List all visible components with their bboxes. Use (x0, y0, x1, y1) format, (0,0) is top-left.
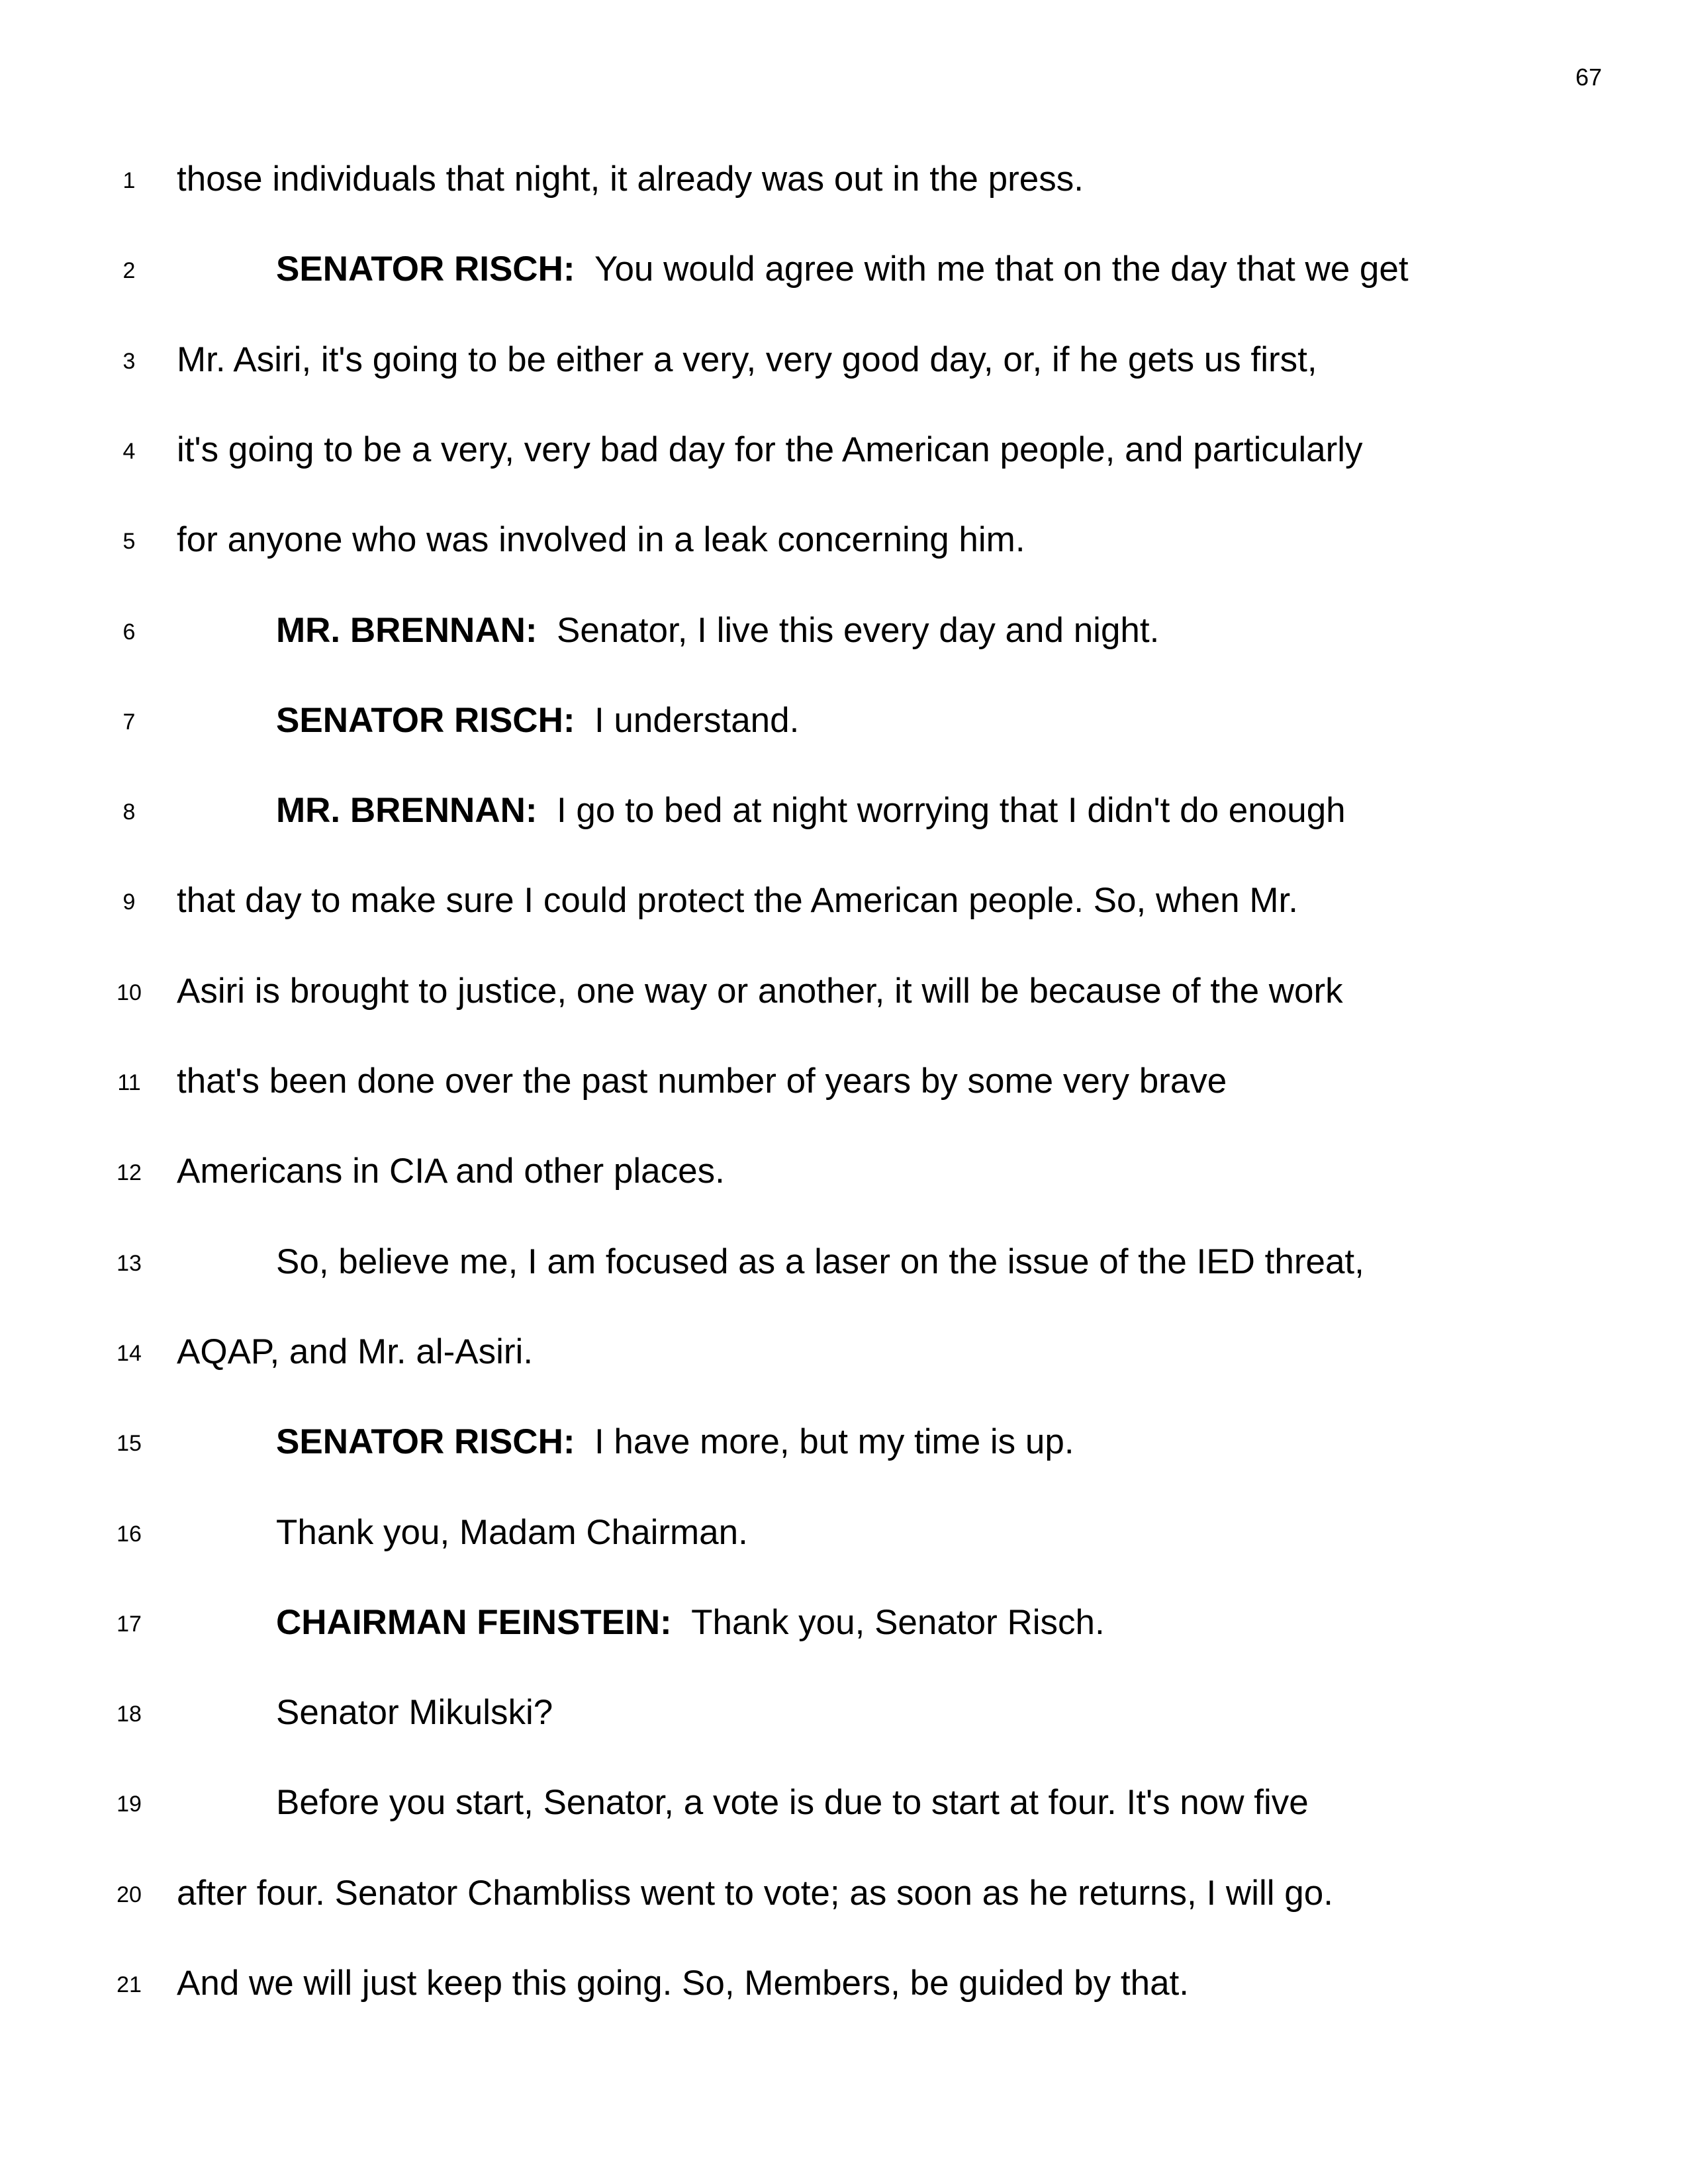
line-number: 20 (117, 1882, 142, 1907)
spoken-text: Americans in CIA and other places. (177, 1152, 725, 1191)
line-number: 8 (122, 799, 136, 825)
speaker-label: SENATOR RISCH: (276, 250, 575, 289)
line-text (177, 1332, 533, 1372)
spoken-text: that day to make sure I could protect the American people. So, when Mr. (177, 881, 1298, 921)
line-text (177, 1873, 1333, 1913)
line-text (276, 1692, 553, 1733)
line-text (177, 159, 1084, 199)
spoken-text: that's been done over the past number of years by some very brave (177, 1062, 1227, 1101)
spoken-text: Before you start, Senator, a vote is due to start at four. It's now five (276, 1783, 1309, 1823)
line-number: 7 (122, 709, 136, 735)
line-text (276, 1422, 1074, 1462)
line-number: 14 (117, 1340, 142, 1366)
line-number: 19 (117, 1792, 142, 1817)
line-text (177, 971, 1343, 1011)
speaker-label: MR. BRENNAN: (276, 791, 538, 831)
line-text (276, 1602, 1105, 1643)
line-number: 18 (117, 1702, 142, 1727)
line-text (177, 340, 1317, 380)
spoken-text: And we will just keep this going. So, Members, be guided by that. (177, 1964, 1190, 2003)
spoken-text: Mr. Asiri, it's going to be either a very, very good day, or, if he gets us first, (177, 340, 1317, 379)
line-text (177, 1061, 1227, 1101)
spoken-text: Thank you, Madam Chairman. (276, 1512, 748, 1552)
speaker-label: CHAIRMAN FEINSTEIN: (276, 1602, 672, 1642)
line-number: 10 (117, 979, 142, 1005)
speaker-label: SENATOR RISCH: (276, 1422, 575, 1462)
page-number: 67 (1575, 64, 1603, 91)
spoken-text: after four. Senator Chambliss went to vote; as soon as he returns, I will go. (177, 1873, 1333, 1913)
spoken-text: Senator Mikulski? (276, 1693, 553, 1733)
spoken-text: I go to bed at night worrying that I didn't do enough (556, 791, 1346, 831)
line-number: 16 (117, 1521, 142, 1547)
line-text (276, 610, 1159, 651)
spoken-text: I understand. (594, 700, 800, 740)
spoken-text: for anyone who was involved in a leak concerning him. (177, 520, 1025, 560)
spoken-text: Asiri is brought to justice, one way or another, it will be because of the work (177, 971, 1343, 1011)
line-text (276, 249, 1409, 289)
line-text (177, 880, 1298, 921)
line-number: 1 (122, 168, 136, 193)
line-number: 5 (122, 529, 136, 555)
line-text (276, 1512, 748, 1553)
spoken-text: I have more, but my time is up. (594, 1422, 1074, 1462)
line-number: 21 (117, 1972, 142, 1997)
line-number: 9 (122, 889, 136, 915)
line-text (276, 1242, 1364, 1282)
speaker-label: SENATOR RISCH: (276, 700, 575, 740)
line-number: 2 (122, 258, 136, 284)
spoken-text: Senator, I live this every day and night. (556, 610, 1160, 650)
spoken-text: So, believe me, I am focused as a laser on the issue of the IED threat, (276, 1242, 1364, 1281)
line-text (276, 790, 1346, 831)
line-text (177, 1151, 725, 1191)
line-text (177, 520, 1025, 560)
line-number: 17 (117, 1611, 142, 1637)
line-number: 6 (122, 619, 136, 645)
line-number: 13 (117, 1250, 142, 1276)
line-text (177, 430, 1363, 470)
line-number: 12 (117, 1160, 142, 1186)
speaker-label: MR. BRENNAN: (276, 610, 538, 650)
line-text (276, 700, 799, 741)
spoken-text: those individuals that night, it already was out in the press. (177, 159, 1084, 199)
line-number: 4 (122, 438, 136, 464)
spoken-text: it's going to be a very, very bad day for the American people, and particularly (177, 430, 1363, 469)
line-text (177, 1963, 1189, 2003)
spoken-text: Thank you, Senator Risch. (691, 1602, 1105, 1642)
spoken-text: AQAP, and Mr. al-Asiri. (177, 1332, 534, 1371)
line-number: 15 (117, 1431, 142, 1457)
line-text (276, 1782, 1309, 1823)
line-number: 3 (122, 348, 136, 374)
line-number: 11 (117, 1070, 141, 1095)
spoken-text: You would agree with me that on the day that we get (594, 250, 1409, 289)
